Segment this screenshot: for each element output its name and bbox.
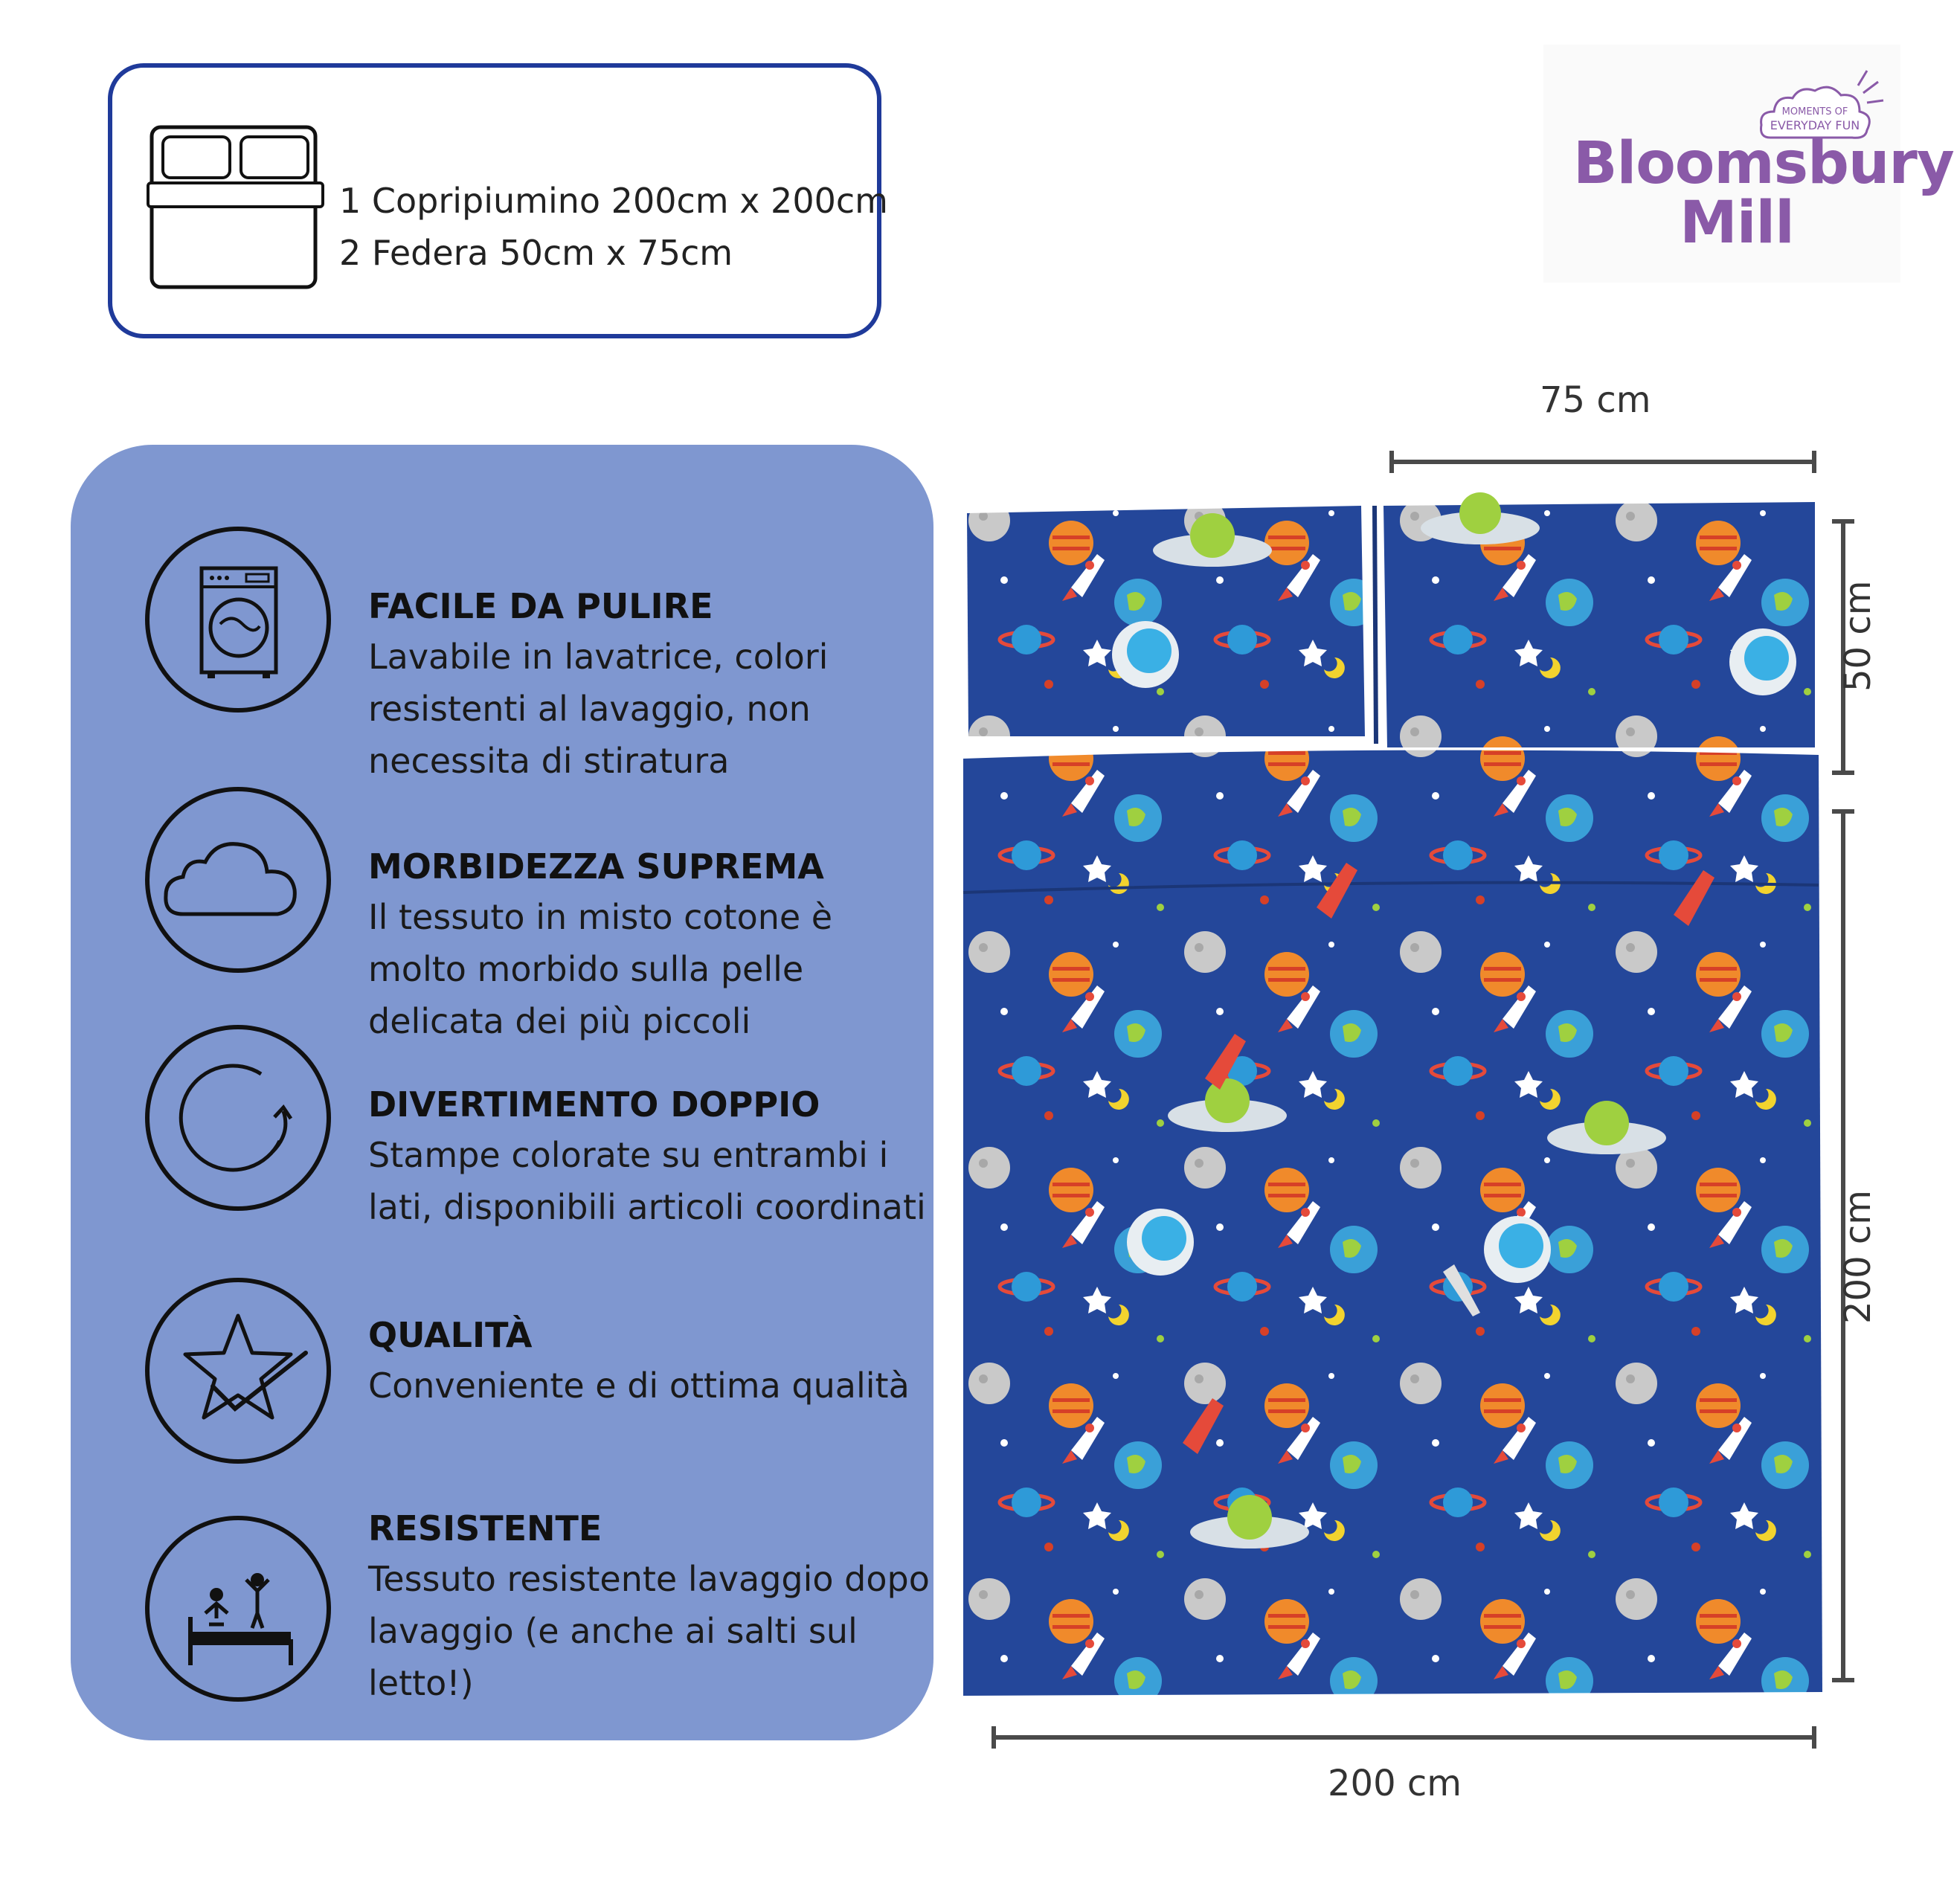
pillow-height-label: 50 cm bbox=[1837, 580, 1879, 692]
pillow-height-tick bbox=[1832, 771, 1854, 775]
star-check-icon bbox=[145, 1278, 331, 1464]
feature-title: MORBIDEZZA SUPREMA bbox=[368, 846, 824, 887]
feature-desc: Lavabile in lavatrice, colori resistenti al lavaggio, non necessita di stiratura bbox=[368, 637, 829, 781]
feature-durable bbox=[71, 1508, 933, 1761]
double-bed-icon bbox=[148, 123, 323, 291]
set-pillowcase-line: 2 Federa 50cm x 75cm bbox=[339, 233, 733, 273]
brand-line1: Bloomsbury bbox=[1573, 130, 1954, 197]
features-panel bbox=[71, 445, 933, 1740]
jumping-on-bed-icon bbox=[145, 1516, 331, 1702]
brand-line2: Mill bbox=[1680, 190, 1794, 257]
space-bedding-illustration bbox=[960, 491, 1822, 1699]
feature-easy-clean bbox=[71, 527, 933, 781]
duvet-width-line bbox=[993, 1735, 1815, 1740]
brand-logo bbox=[1543, 45, 1954, 283]
feature-desc: Conveniente e di ottima qualità bbox=[368, 1366, 910, 1406]
pillow-width-tick bbox=[1389, 451, 1394, 473]
tagline-line2: EVERYDAY FUN bbox=[1770, 118, 1860, 132]
duvet-height-label: 200 cm bbox=[1837, 1189, 1879, 1324]
feature-desc: Il tessuto in misto cotone è molto morbido sulla pelle delicata dei più piccoli bbox=[368, 897, 833, 1041]
cloud-icon bbox=[145, 787, 331, 973]
pillow-width-line bbox=[1391, 460, 1815, 464]
tagline-line1: MOMENTS OF bbox=[1781, 106, 1848, 118]
set-contents-box bbox=[108, 63, 888, 338]
duvet-height-tick bbox=[1832, 1678, 1854, 1682]
feature-title: FACILE DA PULIRE bbox=[368, 586, 713, 626]
feature-title: RESISTENTE bbox=[368, 1508, 602, 1548]
pillow-width-tick bbox=[1812, 451, 1816, 473]
feature-title: DIVERTIMENTO DOPPIO bbox=[368, 1084, 820, 1125]
feature-quality bbox=[71, 1278, 933, 1523]
feature-title: QUALITÀ bbox=[368, 1315, 533, 1355]
feature-desc: Tessuto resistente lavaggio dopo lavaggio (e anche ai salti sul letto!) bbox=[368, 1559, 930, 1703]
duvet-height-tick bbox=[1832, 809, 1854, 814]
feature-desc: Stampe colorate su entrambi i lati, disponibili articoli coordinati bbox=[368, 1135, 926, 1227]
duvet-width-label: 200 cm bbox=[1328, 1763, 1462, 1804]
duvet-width-tick bbox=[1812, 1726, 1816, 1749]
duvet-width-tick bbox=[992, 1726, 996, 1749]
feature-softness bbox=[71, 787, 933, 1041]
pillow-height-tick bbox=[1832, 519, 1854, 524]
washing-machine-icon bbox=[145, 527, 331, 713]
reversible-arrow-icon bbox=[145, 1025, 331, 1211]
pillow-width-label: 75 cm bbox=[1540, 379, 1651, 421]
set-duvet-line: 1 Copripiumino 200cm x 200cm bbox=[339, 181, 888, 221]
feature-double-fun bbox=[71, 1025, 933, 1270]
brand-name bbox=[1573, 130, 1954, 257]
